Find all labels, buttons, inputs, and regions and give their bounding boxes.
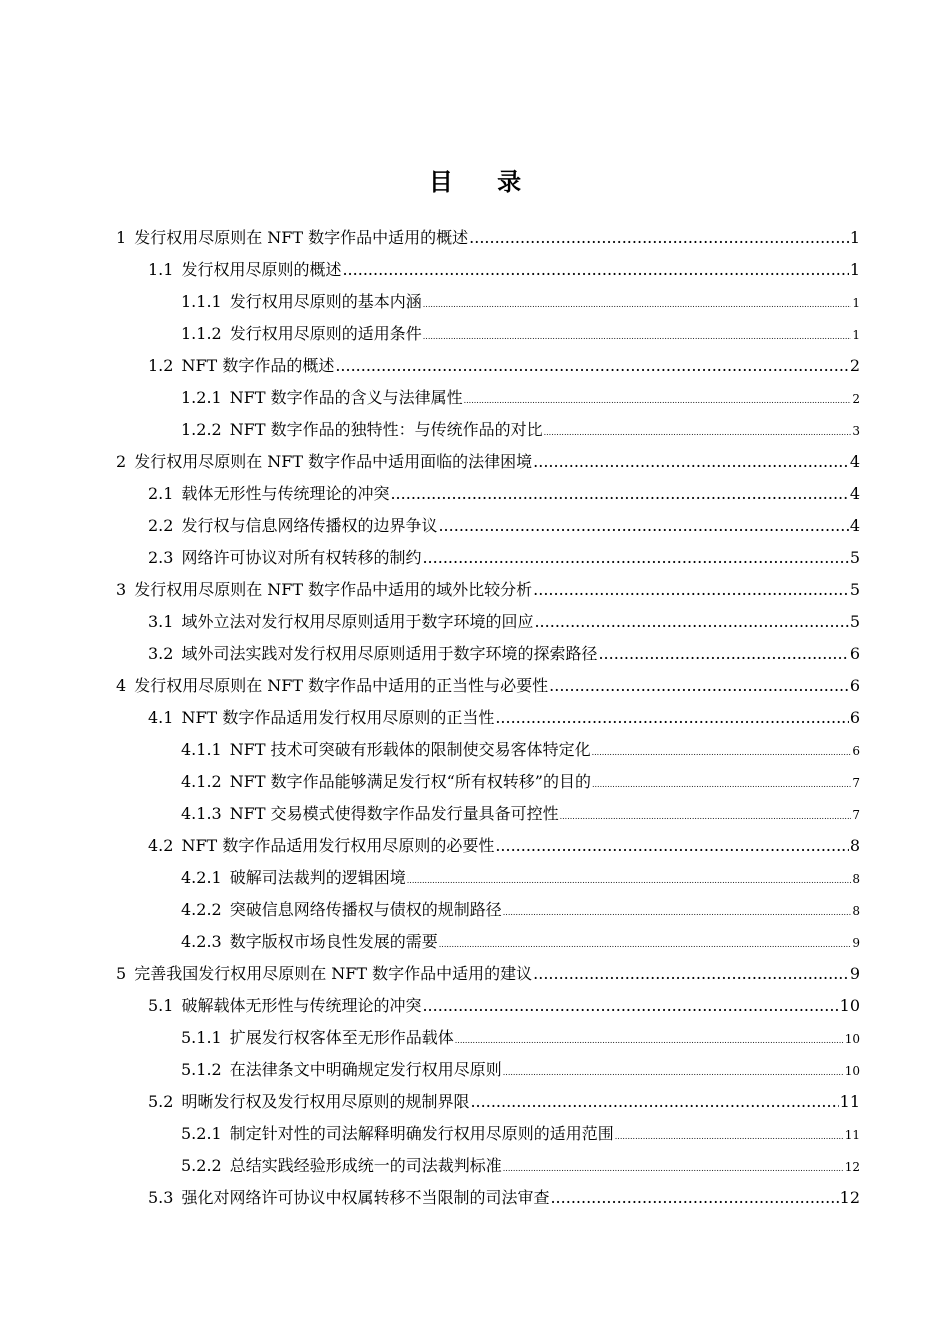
toc-entry-title: 域外立法对发行权用尽原则适用于数字环境的回应 [181, 612, 534, 631]
toc-entry[interactable] [0, 894, 950, 926]
toc-entry-page-number: 11 [839, 1092, 860, 1111]
toc-entry[interactable] [0, 798, 950, 830]
toc-dot-leader [592, 737, 852, 769]
toc-entry[interactable] [0, 1150, 950, 1182]
toc-entry[interactable] [0, 286, 950, 318]
toc-dot-leader [455, 1025, 844, 1057]
toc-entry[interactable] [0, 542, 950, 574]
toc-entry[interactable] [0, 766, 950, 798]
toc-entry-page-number: 2 [852, 392, 860, 406]
toc-entry-title: 发行权与信息网络传播权的边界争议 [181, 516, 438, 535]
toc-entry-page-number: 8 [852, 904, 860, 918]
toc-entry[interactable] [0, 830, 950, 862]
toc-entry-title: NFT 技术可突破有形载体的限制使交易客体特定化 [229, 740, 591, 759]
toc-dot-leader [469, 222, 849, 254]
toc-entry-number: 4.1.2 [181, 772, 222, 791]
toc-entry-number: 1.1 [148, 260, 174, 279]
toc-entry-number: 2.3 [148, 548, 174, 567]
toc-entry-number: 1.2.2 [181, 420, 222, 439]
toc-entry[interactable] [0, 318, 950, 350]
toc-dot-leader [423, 321, 852, 353]
page-title: 目 录 [428, 167, 540, 196]
toc-entry-number: 4.2.3 [181, 932, 222, 951]
toc-entry[interactable] [0, 574, 950, 606]
toc-dot-leader [533, 574, 849, 606]
toc-entry-number: 3.1 [148, 612, 174, 631]
toc-entry-page-number: 4 [849, 484, 860, 503]
toc-entry-number: 1.1.2 [181, 324, 222, 343]
toc-entry-number: 1.1.1 [181, 292, 222, 311]
toc-entry[interactable] [0, 1182, 950, 1214]
toc-entry-title: 发行权用尽原则在 NFT 数字作品中适用的正当性与必要性 [134, 676, 549, 695]
toc-dot-leader [549, 670, 849, 702]
toc-dot-leader [464, 385, 852, 417]
toc-dot-leader [495, 702, 848, 734]
toc-entry-number: 2 [116, 452, 127, 471]
toc-entry[interactable] [0, 1118, 950, 1150]
toc-entry-number: 4.1.1 [181, 740, 222, 759]
toc-entry-title: 扩展发行权客体至无形作品载体 [229, 1028, 454, 1047]
toc-entry[interactable] [0, 1054, 950, 1086]
toc-dot-leader [407, 865, 852, 897]
toc-entry[interactable] [0, 254, 950, 286]
toc-entry-number: 5.1.2 [181, 1060, 222, 1079]
toc-entry-number: 5.2 [148, 1092, 174, 1111]
toc-dot-leader [495, 830, 848, 862]
toc-dot-leader [560, 801, 852, 833]
toc-entry-number: 5.1.1 [181, 1028, 222, 1047]
toc-entry[interactable] [0, 510, 950, 542]
toc-entry[interactable] [0, 958, 950, 990]
toc-entry[interactable] [0, 350, 950, 382]
toc-entry-page-number: 9 [852, 936, 860, 950]
toc-entry-page-number: 6 [852, 744, 860, 758]
toc-entry-title: 数字版权市场良性发展的需要 [229, 932, 438, 951]
toc-entry-number: 5.1 [148, 996, 174, 1015]
toc-entry-title: NFT 数字作品的含义与法律属性 [229, 388, 463, 407]
toc-entry-page-number: 12 [839, 1188, 860, 1207]
toc-entry-number: 4.2 [148, 836, 174, 855]
toc-entry-title: 突破信息网络传播权与债权的规制路径 [229, 900, 502, 919]
toc-dot-leader [439, 929, 852, 961]
toc-entry-number: 5.2.2 [181, 1156, 222, 1175]
toc-entry-number: 2.1 [148, 484, 174, 503]
toc-entry-number: 5.3 [148, 1188, 174, 1207]
toc-dot-leader [422, 542, 848, 574]
toc-entry-page-number: 3 [852, 424, 860, 438]
toc-entry[interactable] [0, 926, 950, 958]
toc-dot-leader [342, 254, 848, 286]
toc-entry-number: 4.2.2 [181, 900, 222, 919]
toc-entry-number: 5 [116, 964, 127, 983]
toc-entry-title: 发行权用尽原则在 NFT 数字作品中适用的概述 [134, 228, 469, 247]
toc-entry-page-number: 10 [839, 996, 860, 1015]
toc-entry-title: NFT 数字作品的概述 [181, 356, 335, 375]
toc-entry-title: 制定针对性的司法解释明确发行权用尽原则的适用范围 [229, 1124, 614, 1143]
toc-dot-leader [598, 638, 848, 670]
table-of-contents [0, 222, 950, 1214]
toc-entry-title: 破解载体无形性与传统理论的冲突 [181, 996, 422, 1015]
toc-entry-title: 发行权用尽原则的基本内涵 [229, 292, 422, 311]
toc-entry-title: 总结实践经验形成统一的司法裁判标准 [229, 1156, 502, 1175]
toc-dot-leader [470, 1086, 838, 1118]
toc-entry-title: 强化对网络许可协议中权属转移不当限制的司法审查 [181, 1188, 550, 1207]
toc-entry[interactable] [0, 862, 950, 894]
toc-entry[interactable] [0, 382, 950, 414]
toc-entry-page-number: 4 [849, 516, 860, 535]
toc-entry-title: NFT 数字作品的独特性：与传统作品的对比 [229, 420, 543, 439]
toc-entry-number: 1.2 [148, 356, 174, 375]
toc-entry[interactable] [0, 638, 950, 670]
toc-entry-title: NFT 数字作品能够满足发行权“所有权转移”的目的 [229, 772, 591, 791]
toc-entry-page-number: 5 [849, 580, 860, 599]
toc-dot-leader [390, 478, 848, 510]
toc-entry-title: 发行权用尽原则的适用条件 [229, 324, 422, 343]
toc-dot-leader [503, 897, 852, 929]
toc-entry-page-number: 7 [852, 808, 860, 822]
toc-dot-leader [534, 606, 848, 638]
toc-entry-number: 3 [116, 580, 127, 599]
toc-entry-page-number: 7 [852, 776, 860, 790]
toc-entry-page-number: 1 [849, 260, 860, 279]
toc-entry-title: 载体无形性与传统理论的冲突 [181, 484, 390, 503]
toc-entry[interactable] [0, 1022, 950, 1054]
toc-entry-page-number: 8 [852, 872, 860, 886]
toc-entry-number: 4.1.3 [181, 804, 222, 823]
toc-entry[interactable] [0, 606, 950, 638]
toc-entry-page-number: 6 [849, 676, 860, 695]
toc-dot-leader [592, 769, 851, 801]
toc-dot-leader [503, 1057, 844, 1089]
toc-entry-page-number: 2 [849, 356, 860, 375]
toc-entry[interactable] [0, 702, 950, 734]
toc-entry-page-number: 4 [849, 452, 860, 471]
toc-entry-number: 3.2 [148, 644, 174, 663]
toc-entry-number: 1.2.1 [181, 388, 222, 407]
toc-entry-title: 明晰发行权及发行权用尽原则的规制界限 [181, 1092, 470, 1111]
toc-entry[interactable] [0, 414, 950, 446]
toc-entry-title: 发行权用尽原则的概述 [181, 260, 342, 279]
toc-entry-number: 1 [116, 228, 127, 247]
toc-entry-number: 4.2.1 [181, 868, 222, 887]
toc-entry-number: 4.1 [148, 708, 174, 727]
toc-entry-page-number: 12 [844, 1160, 860, 1174]
toc-dot-leader [438, 510, 848, 542]
toc-entry-title: 完善我国发行权用尽原则在 NFT 数字作品中适用的建议 [134, 964, 533, 983]
toc-entry-title: NFT 数字作品适用发行权用尽原则的正当性 [181, 708, 495, 727]
toc-entry-title: NFT 数字作品适用发行权用尽原则的必要性 [181, 836, 495, 855]
toc-entry-number: 5.2.1 [181, 1124, 222, 1143]
toc-dot-leader [615, 1121, 844, 1153]
toc-entry-page-number: 10 [844, 1064, 860, 1078]
toc-entry-title: 在法律条文中明确规定发行权用尽原则 [229, 1060, 502, 1079]
toc-entry-title: 网络许可协议对所有权转移的制约 [181, 548, 422, 567]
toc-dot-leader [533, 446, 849, 478]
toc-entry[interactable] [0, 734, 950, 766]
toc-entry-title: 发行权用尽原则在 NFT 数字作品中适用面临的法律困境 [134, 452, 533, 471]
toc-entry-number: 2.2 [148, 516, 174, 535]
toc-entry-title: 发行权用尽原则在 NFT 数字作品中适用的域外比较分析 [134, 580, 533, 599]
toc-dot-leader [550, 1182, 838, 1214]
toc-entry-page-number: 5 [849, 548, 860, 567]
toc-dot-leader [335, 350, 848, 382]
toc-dot-leader [533, 958, 849, 990]
toc-entry-page-number: 9 [849, 964, 860, 983]
toc-entry-title: 域外司法实践对发行权用尽原则适用于数字环境的探索路径 [181, 644, 598, 663]
toc-entry-title: 破解司法裁判的逻辑困境 [229, 868, 406, 887]
toc-dot-leader [544, 417, 852, 449]
toc-dot-leader [422, 990, 838, 1022]
toc-entry-page-number: 6 [849, 644, 860, 663]
toc-entry-title: NFT 交易模式使得数字作品发行量具备可控性 [229, 804, 559, 823]
toc-entry-page-number: 10 [844, 1032, 860, 1046]
toc-entry-page-number: 5 [849, 612, 860, 631]
toc-entry-page-number: 1 [852, 328, 860, 342]
toc-entry[interactable] [0, 670, 950, 702]
toc-entry-page-number: 11 [844, 1128, 860, 1142]
toc-entry[interactable] [0, 990, 950, 1022]
toc-entry[interactable] [0, 1086, 950, 1118]
toc-entry[interactable] [0, 478, 950, 510]
toc-entry[interactable] [0, 222, 950, 254]
toc-dot-leader [503, 1153, 844, 1185]
toc-entry-page-number: 8 [849, 836, 860, 855]
toc-dot-leader [423, 289, 852, 321]
toc-entry[interactable] [0, 446, 950, 478]
toc-entry-page-number: 1 [852, 296, 860, 310]
toc-entry-page-number: 1 [849, 228, 860, 247]
toc-entry-page-number: 6 [849, 708, 860, 727]
toc-entry-number: 4 [116, 676, 127, 695]
